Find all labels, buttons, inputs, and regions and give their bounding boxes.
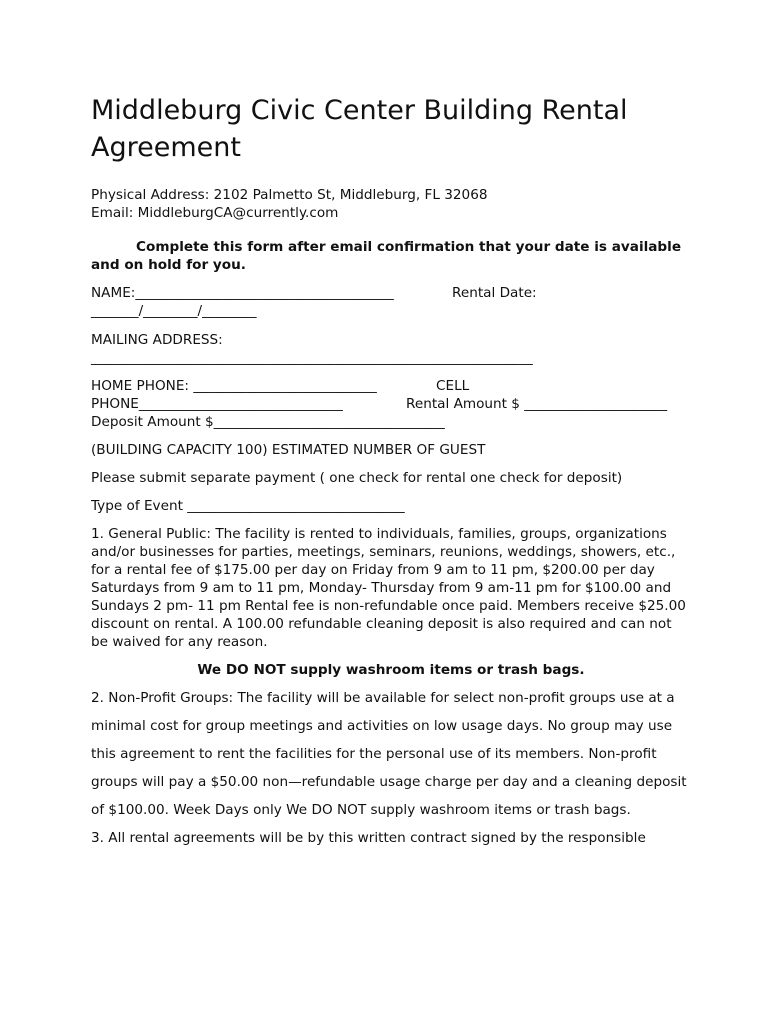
physical-address: Physical Address: 2102 Palmetto St, Middleburg, FL 32068: [91, 187, 488, 203]
non-profit-para-3: this agreement to rent the facilities for the personal use of its members. Non-profit: [91, 746, 657, 762]
contact-email: Email: MiddleburgCA@currently.com: [91, 205, 339, 221]
cell-label: CELL: [436, 378, 470, 394]
document-page: [91, 92, 691, 847]
rental-amount-field[interactable]: Rental Amount $ _____________________: [406, 396, 668, 412]
rental-date-field[interactable]: _______/________/________: [91, 303, 257, 319]
non-profit-para-4: groups will pay a $50.00 non—refundable usage charge per day and a cleaning deposit: [91, 774, 687, 790]
name-field[interactable]: NAME:______________________________________: [91, 285, 394, 301]
name-date-row: [91, 284, 691, 302]
non-profit-para-1: 2. Non-Profit Groups: The facility will be available for select non-profit groups use at a: [91, 690, 675, 706]
payment-note: Please submit separate payment ( one check for rental one check for deposit): [91, 470, 623, 486]
washroom-notice: We DO NOT supply washroom items or trash bags.: [197, 662, 585, 678]
non-profit-para-5: of $100.00. Week Days only We DO NOT supply washroom items or trash bags.: [91, 802, 631, 818]
phone-row: [91, 377, 691, 395]
rental-agreements-section: 3. All rental agreements will be by this written contract signed by the responsible: [91, 830, 646, 846]
cell-phone-field[interactable]: PHONE______________________________: [91, 396, 343, 412]
deposit-amount-field[interactable]: Deposit Amount $__________________________________: [91, 414, 445, 430]
rental-date-label: Rental Date:: [452, 285, 537, 301]
mailing-address-field[interactable]: _________________________________________________________________: [91, 350, 533, 366]
instruction-text: Complete this form after email confirmation that your date is available and on hold for you.: [91, 239, 682, 273]
mailing-address-label: MAILING ADDRESS:: [91, 332, 223, 348]
event-type-field[interactable]: Type of Event ________________________________: [91, 498, 405, 514]
document-title: Middleburg Civic Center Building Rental Agreement: [91, 95, 628, 163]
general-public-section: 1. General Public: The facility is rented to individuals, families, groups, organizations and/or businesses for parties, meetings, seminars, reunions, weddings, showers, etc., for a rental fee of $175.00 per day on Friday from 9 am to 11 pm, $200.00 per day Saturdays from 9 am to 11 pm, Monday- Thursday from 9 am-11 pm for $100.00 and Sundays 2 pm- 11 pm Rental fee is non-refundable once paid. Members receive $25.00 discount on rental. A 100.00 refundable cleaning deposit is also required and can not be waived for any reason.: [91, 526, 686, 650]
cell-rental-row: [91, 395, 691, 413]
capacity-text: (BUILDING CAPACITY 100) ESTIMATED NUMBER OF GUEST: [91, 442, 486, 458]
non-profit-para-2: minimal cost for group meetings and activities on low usage days. No group may use: [91, 718, 673, 734]
home-phone-field[interactable]: HOME PHONE: ___________________________: [91, 378, 377, 394]
